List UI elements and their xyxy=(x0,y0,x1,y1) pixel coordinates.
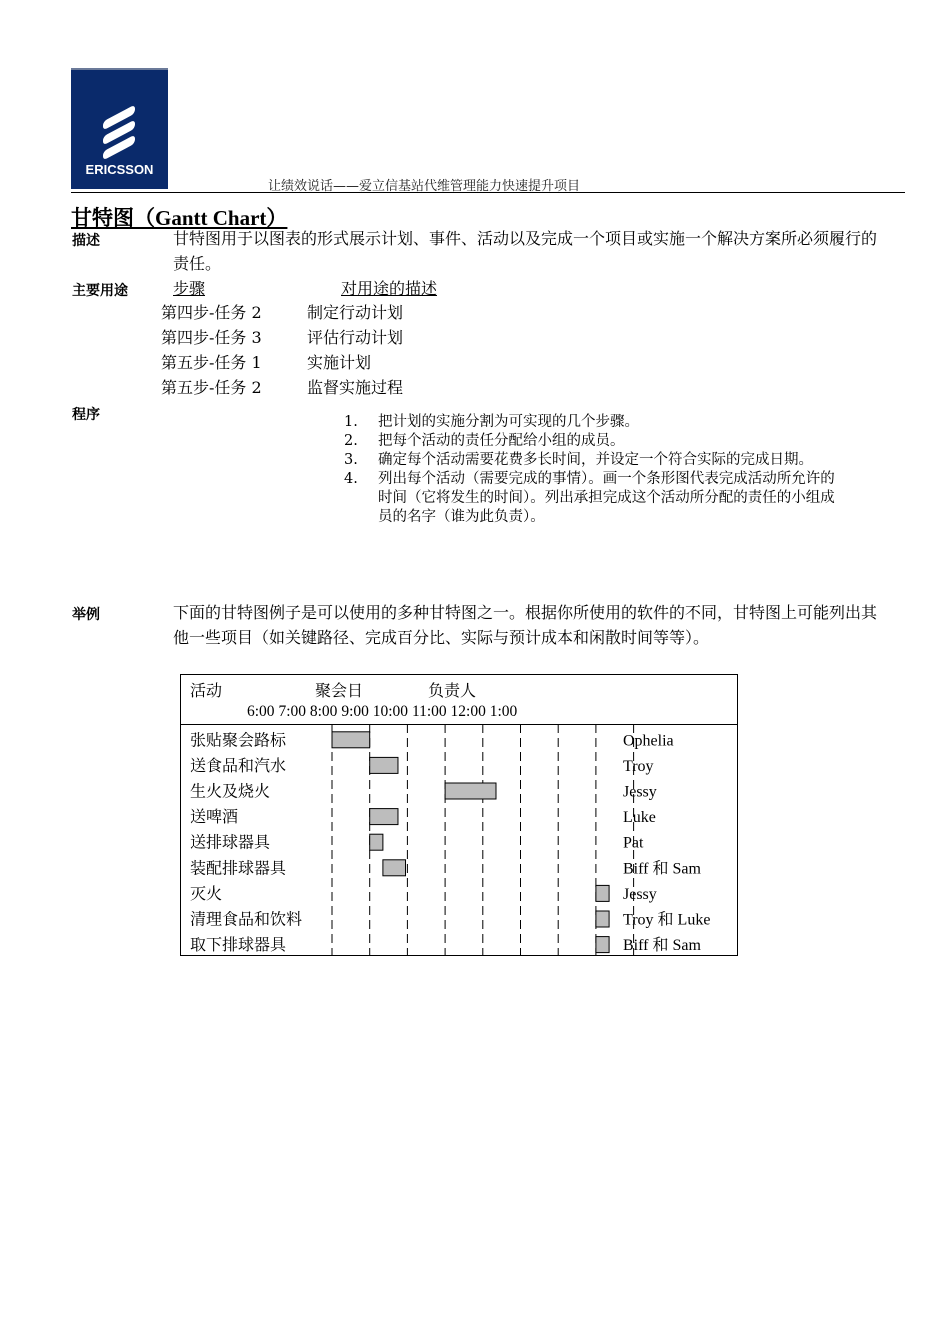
gantt-time-label: 11:00 xyxy=(411,703,447,720)
ericsson-logo xyxy=(71,68,168,189)
usage-desc: 制定行动计划 xyxy=(307,303,404,322)
gantt-activity-label: 送食品和汽水 xyxy=(190,755,287,775)
description-line-2: 责任。 xyxy=(173,254,222,273)
gantt-time-label: 1:00 xyxy=(489,703,518,720)
header-title: 让绩效说话——爱立信基站代维管理能力快速提升项目 xyxy=(268,179,581,194)
procedure-num: 1. xyxy=(344,414,358,430)
usage-step: 第四步-任务 2 xyxy=(161,303,262,322)
page-title: 甘特图（Gantt Chart） xyxy=(71,206,288,230)
gantt-task-bar xyxy=(370,757,398,773)
procedure-num: 2. xyxy=(344,433,358,449)
procedure-text: 时间（它将发生的时间）。列出承担完成这个活动所分配的责任的小组成 xyxy=(378,490,835,506)
usage-desc: 监督实施过程 xyxy=(307,378,404,397)
gantt-task-bar xyxy=(596,911,609,927)
ericsson-stripes-icon xyxy=(71,70,168,160)
gantt-owner-label: Troy xyxy=(623,757,654,775)
gantt-task-bar xyxy=(383,860,406,876)
gantt-task-bar xyxy=(370,834,383,850)
gantt-owner-label: Pat xyxy=(623,834,644,852)
usage-step: 第四步-任务 3 xyxy=(161,328,262,347)
gantt-owner-label: Biff 和 Sam xyxy=(623,860,701,878)
example-line-2: 他一些项目（如关键路径、完成百分比、实际与预计成本和闲散时间等等）。 xyxy=(173,628,710,647)
gantt-time-label: 7:00 xyxy=(278,703,306,720)
description-label: 描述 xyxy=(72,233,100,249)
gantt-activity-label: 张贴聚会路标 xyxy=(190,730,287,750)
gantt-task-bar xyxy=(370,809,398,825)
usage-desc: 实施计划 xyxy=(307,353,372,372)
usage-step: 第五步-任务 2 xyxy=(161,378,262,397)
gantt-task-bar xyxy=(332,732,370,748)
gantt-task-bar xyxy=(596,885,609,901)
gantt-owner-label: Luke xyxy=(623,809,656,827)
usage-step: 第五步-任务 1 xyxy=(161,353,262,372)
gantt-activity-label: 灭火 xyxy=(190,883,223,903)
gantt-time-axis xyxy=(247,703,517,721)
gantt-activity-label: 清理食品和饮料 xyxy=(190,909,303,929)
gantt-owner-label: Jessy xyxy=(623,783,657,801)
procedure-text: 把计划的实施分割为可实现的几个步骤。 xyxy=(378,414,639,430)
description-line-1: 甘特图用于以图表的形式展示计划、事件、活动以及完成一个项目或实施一个解决方案所必须履行的 xyxy=(173,229,878,248)
header-divider xyxy=(71,192,905,193)
gantt-time-label: 10:00 xyxy=(372,703,409,720)
procedure-text: 列出每个活动（需要完成的事情）。画一个条形图代表完成活动所允许的 xyxy=(378,471,835,487)
usage-desc-header: 对用途的描述 xyxy=(341,279,438,298)
procedure-text: 把每个活动的责任分配给小组的成员。 xyxy=(378,433,625,449)
gantt-activity-label: 送排球器具 xyxy=(190,832,271,852)
gantt-activity-label: 取下排球器具 xyxy=(190,935,287,955)
gantt-header-owner: 负责人 xyxy=(428,681,477,700)
gantt-activity-label: 生火及烧火 xyxy=(190,781,271,801)
gantt-owner-label: Troy 和 Luke xyxy=(623,911,711,929)
gantt-time-label: 8:00 xyxy=(309,703,338,720)
gantt-task-bar xyxy=(445,783,496,799)
example-label: 举例 xyxy=(72,607,100,623)
gantt-task-bar xyxy=(596,937,609,953)
procedure-label: 程序 xyxy=(72,407,100,423)
procedure-text: 员的名字（谁为此负责）。 xyxy=(378,509,545,525)
gantt-header-date: 聚会日 xyxy=(315,681,364,700)
gantt-owner-label: Jessy xyxy=(623,885,657,903)
gantt-owner-label: Ophelia xyxy=(623,732,674,750)
gantt-time-label: 6:00 xyxy=(247,703,275,720)
example-line-1: 下面的甘特图例子是可以使用的多种甘特图之一。根据你所使用的软件的不同，甘特图上可能列出其 xyxy=(173,603,878,622)
procedure-text: 确定每个活动需要花费多长时间，并设定一个符合实际的完成日期。 xyxy=(378,452,813,468)
usage-label: 主要用途 xyxy=(72,283,128,299)
procedure-num: 3. xyxy=(344,452,358,468)
procedure-num: 4. xyxy=(344,471,358,487)
logo-brand-text: ERICSSON xyxy=(85,162,154,177)
gantt-time-label: 9:00 xyxy=(341,703,369,720)
gantt-header-activity: 活动 xyxy=(190,681,223,700)
gantt-owner-label: Biff 和 Sam xyxy=(623,937,701,955)
gantt-activity-label: 送啤酒 xyxy=(190,807,239,827)
gantt-chart-body xyxy=(180,724,738,956)
usage-step-header: 步骤 xyxy=(173,279,206,298)
gantt-activity-label: 装配排球器具 xyxy=(190,858,287,878)
usage-desc: 评估行动计划 xyxy=(307,328,404,347)
gantt-time-label: 12:00 xyxy=(450,703,486,720)
